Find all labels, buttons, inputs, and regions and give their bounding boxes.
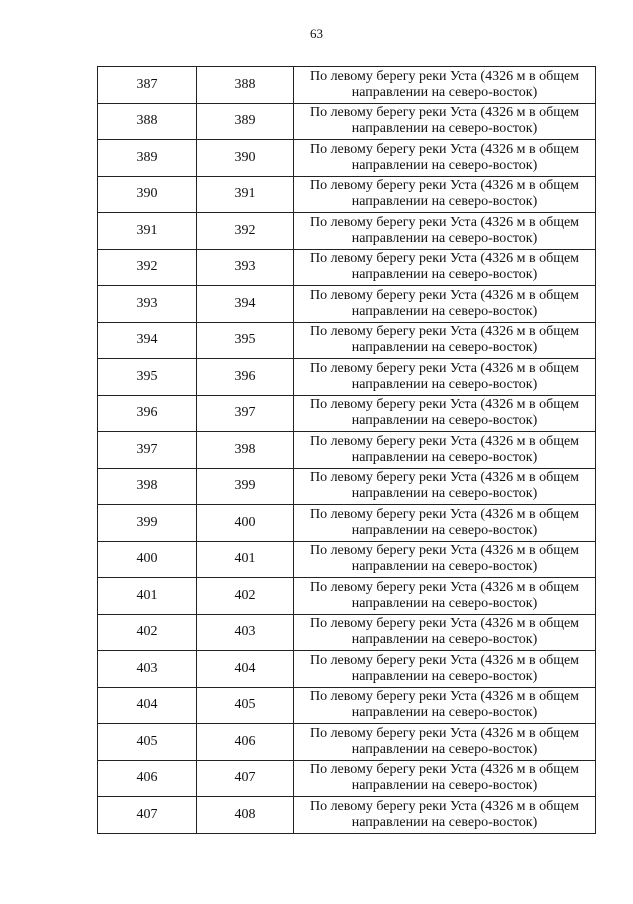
cell-point-to: 398 (197, 432, 294, 469)
cell-point-from: 395 (98, 359, 197, 396)
cell-point-from: 397 (98, 432, 197, 469)
description-line-1: По левому берегу реки Уста (4326 м в общем (309, 433, 580, 449)
cell-boundary-description (294, 359, 596, 396)
cell-boundary-description (294, 687, 596, 724)
cell-point-to: 395 (197, 322, 294, 359)
description-line-1: По левому берегу реки Уста (4326 м в общем (309, 68, 580, 84)
cell-point-from: 390 (98, 176, 197, 213)
table-row (98, 103, 596, 140)
description-line-1: По левому берегу реки Уста (4326 м в общем (309, 652, 580, 668)
description-line-1: По левому берегу реки Уста (4326 м в общем (309, 287, 580, 303)
description-line-2: направлении на северо-восток) (351, 84, 538, 100)
description-line-2: направлении на северо-восток) (351, 522, 538, 538)
cell-boundary-description (294, 760, 596, 797)
cell-point-from: 391 (98, 213, 197, 250)
cell-point-from: 389 (98, 140, 197, 177)
cell-boundary-description (294, 176, 596, 213)
description-line-2: направлении на северо-восток) (351, 741, 538, 757)
cell-point-from: 404 (98, 687, 197, 724)
table-row (98, 614, 596, 651)
description-line-2: направлении на северо-восток) (351, 121, 538, 137)
description-line-2: направлении на северо-восток) (351, 486, 538, 502)
description-line-1: По левому берегу реки Уста (4326 м в общем (309, 506, 580, 522)
description-line-2: направлении на северо-восток) (351, 814, 538, 830)
cell-point-to: 400 (197, 505, 294, 542)
description-line-1: По левому берегу реки Уста (4326 м в общем (309, 141, 580, 157)
cell-point-from: 398 (98, 468, 197, 505)
cell-boundary-description (294, 614, 596, 651)
description-line-2: направлении на северо-восток) (351, 449, 538, 465)
table-row (98, 578, 596, 615)
table-row (98, 687, 596, 724)
table-row (98, 724, 596, 761)
cell-point-from: 388 (98, 103, 197, 140)
table-row (98, 249, 596, 286)
cell-boundary-description (294, 578, 596, 615)
description-line-1: По левому берегу реки Уста (4326 м в общем (309, 798, 580, 814)
cell-boundary-description (294, 395, 596, 432)
cell-point-to: 396 (197, 359, 294, 396)
description-line-1: По левому берегу реки Уста (4326 м в общем (309, 470, 580, 486)
table-row (98, 505, 596, 542)
description-line-1: По левому берегу реки Уста (4326 м в общем (309, 397, 580, 413)
cell-point-from: 401 (98, 578, 197, 615)
description-line-2: направлении на северо-восток) (351, 705, 538, 721)
table-row (98, 140, 596, 177)
cell-point-from: 406 (98, 760, 197, 797)
description-line-1: По левому берегу реки Уста (4326 м в общем (309, 324, 580, 340)
description-line-2: направлении на северо-восток) (351, 595, 538, 611)
description-line-1: По левому берегу реки Уста (4326 м в общем (309, 251, 580, 267)
cell-boundary-description (294, 103, 596, 140)
table-row (98, 541, 596, 578)
cell-boundary-description (294, 140, 596, 177)
cell-point-from: 392 (98, 249, 197, 286)
page-number: 63 (310, 26, 323, 41)
description-line-1: По левому берегу реки Уста (4326 м в общем (309, 214, 580, 230)
table-row (98, 286, 596, 323)
cell-boundary-description (294, 505, 596, 542)
cell-point-from: 399 (98, 505, 197, 542)
cell-boundary-description (294, 651, 596, 688)
table-row (98, 432, 596, 469)
description-line-1: По левому берегу реки Уста (4326 м в общем (309, 762, 580, 778)
cell-point-to: 391 (197, 176, 294, 213)
description-line-1: По левому берегу реки Уста (4326 м в общем (309, 360, 580, 376)
description-line-2: направлении на северо-восток) (351, 340, 538, 356)
description-line-1: По левому берегу реки Уста (4326 м в общем (309, 725, 580, 741)
cell-boundary-description (294, 724, 596, 761)
description-line-2: направлении на северо-восток) (351, 668, 538, 684)
table-row (98, 395, 596, 432)
cell-point-from: 396 (98, 395, 197, 432)
cell-point-to: 397 (197, 395, 294, 432)
description-line-2: направлении на северо-восток) (351, 230, 538, 246)
table-row (98, 359, 596, 396)
table-body (98, 67, 596, 834)
cell-point-to: 407 (197, 760, 294, 797)
cell-point-from: 387 (98, 67, 197, 104)
description-line-2: направлении на северо-восток) (351, 778, 538, 794)
description-line-1: По левому берегу реки Уста (4326 м в общем (309, 689, 580, 705)
cell-point-to: 390 (197, 140, 294, 177)
table-row (98, 797, 596, 834)
cell-point-to: 392 (197, 213, 294, 250)
cell-point-to: 403 (197, 614, 294, 651)
cell-point-from: 403 (98, 651, 197, 688)
table-row (98, 213, 596, 250)
cell-boundary-description (294, 432, 596, 469)
cell-point-to: 393 (197, 249, 294, 286)
description-line-1: По левому берегу реки Уста (4326 м в общем (309, 543, 580, 559)
description-line-1: По левому берегу реки Уста (4326 м в общем (309, 178, 580, 194)
cell-point-to: 389 (197, 103, 294, 140)
cell-point-to: 405 (197, 687, 294, 724)
cell-point-from: 394 (98, 322, 197, 359)
description-line-2: направлении на северо-восток) (351, 376, 538, 392)
table-row (98, 651, 596, 688)
description-line-1: По левому берегу реки Уста (4326 м в общем (309, 616, 580, 632)
table-row (98, 176, 596, 213)
description-line-1: По левому берегу реки Уста (4326 м в общем (309, 579, 580, 595)
cell-point-to: 402 (197, 578, 294, 615)
cell-boundary-description (294, 322, 596, 359)
cell-point-to: 408 (197, 797, 294, 834)
cell-point-from: 407 (98, 797, 197, 834)
table-row (98, 760, 596, 797)
description-line-1: По левому берегу реки Уста (4326 м в общем (309, 105, 580, 121)
cell-point-from: 402 (98, 614, 197, 651)
description-line-2: направлении на северо-восток) (351, 303, 538, 319)
cell-point-to: 401 (197, 541, 294, 578)
description-line-2: направлении на северо-восток) (351, 559, 538, 575)
description-line-2: направлении на северо-восток) (351, 157, 538, 173)
cell-point-to: 388 (197, 67, 294, 104)
cell-boundary-description (294, 249, 596, 286)
cell-boundary-description (294, 541, 596, 578)
cell-boundary-description (294, 286, 596, 323)
cell-boundary-description (294, 213, 596, 250)
table-row (98, 468, 596, 505)
cell-point-from: 393 (98, 286, 197, 323)
description-line-2: направлении на северо-восток) (351, 267, 538, 283)
boundary-table (97, 66, 596, 834)
description-line-2: направлении на северо-восток) (351, 413, 538, 429)
cell-boundary-description (294, 797, 596, 834)
cell-point-to: 394 (197, 286, 294, 323)
cell-boundary-description (294, 67, 596, 104)
table-row (98, 322, 596, 359)
table-row (98, 67, 596, 104)
cell-point-from: 400 (98, 541, 197, 578)
cell-boundary-description (294, 468, 596, 505)
description-line-2: направлении на северо-восток) (351, 632, 538, 648)
description-line-2: направлении на северо-восток) (351, 194, 538, 210)
cell-point-to: 406 (197, 724, 294, 761)
cell-point-to: 404 (197, 651, 294, 688)
cell-point-from: 405 (98, 724, 197, 761)
cell-point-to: 399 (197, 468, 294, 505)
